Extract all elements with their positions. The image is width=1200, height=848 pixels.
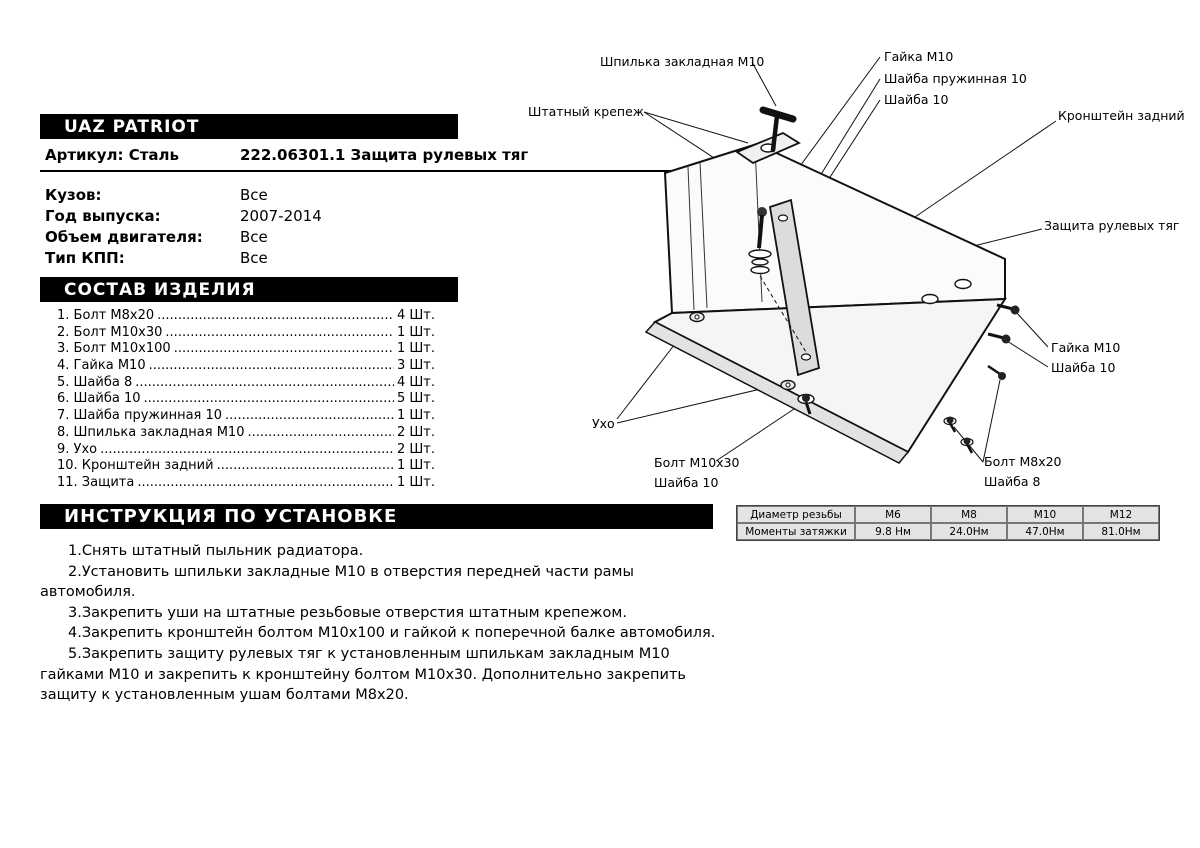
label-nut-top: Гайка M10 xyxy=(884,49,954,64)
torque-value-cell: 47.0Нм xyxy=(1007,523,1083,540)
parts-header-bar xyxy=(40,277,458,302)
part-row xyxy=(57,391,449,408)
leader-dots xyxy=(217,458,394,473)
part-qty: 2 Шт. xyxy=(397,424,436,440)
part-row xyxy=(57,475,449,492)
torque-value-cell: 81.0Нм xyxy=(1083,523,1159,540)
instruction-step: 3.Закрепить уши на штатные резьбовые отверстия штатным крепежом. xyxy=(68,604,627,621)
label-rear-bracket: Кронштейн задний xyxy=(1058,108,1185,123)
part-name: 9. Ухо xyxy=(57,441,98,457)
label-washer-top: Шайба 10 xyxy=(884,92,949,107)
instructions-title: ИНСТРУКЦИЯ ПО УСТАНОВКЕ xyxy=(64,506,398,527)
torque-row-label: Моменты затяжки xyxy=(737,523,855,540)
instruction-step: 4.Закрепить кронштейн болтом M10x100 и гайкой к поперечной балке автомобиля. xyxy=(68,625,716,642)
torque-header-cell: М8 xyxy=(931,506,1007,523)
washer xyxy=(751,267,769,274)
part-qty: 1 Шт. xyxy=(397,474,436,490)
part-row xyxy=(57,425,449,442)
part-row xyxy=(57,358,449,375)
part-name: 8. Шпилька закладная M10 xyxy=(57,424,245,440)
washer xyxy=(749,250,771,258)
parts-list xyxy=(57,308,449,492)
part-name: 7. Шайба пружинная 10 xyxy=(57,408,223,424)
torque-header-cell: М6 xyxy=(855,506,931,523)
part-row xyxy=(57,442,449,459)
spec-value-body: Все xyxy=(240,186,268,204)
label-washer-8: Шайба 8 xyxy=(984,474,1041,489)
part-qty: 2 Шт. xyxy=(397,441,436,457)
label-bolt-m8x20: Болт M8x20 xyxy=(984,454,1062,469)
leader-dots xyxy=(157,308,394,323)
spec-value-engine: Все xyxy=(240,228,268,246)
part-name: 6. Шайба 10 xyxy=(57,391,141,407)
instruction-step: 5.Закрепить защиту рулевых тяг к установленным шпилькам закладным M10 гайками M10 и закрепить к кронштейну болтом M10x30. Дополнительно закрепить защиту к установленным ушам болтами M8x20. xyxy=(40,645,686,704)
part-qty: 5 Шт. xyxy=(397,391,436,407)
torque-value-cell: 9.8 Нм xyxy=(855,523,931,540)
leader-dots xyxy=(149,358,394,373)
spring-washer xyxy=(752,259,768,265)
spec-value-year: 2007-2014 xyxy=(240,207,322,225)
part-row xyxy=(57,375,449,392)
label-bolt-m10x30: Болт M10x30 xyxy=(654,455,740,470)
assembly-diagram xyxy=(490,30,1200,505)
part-row xyxy=(57,341,449,358)
part-name: 11. Защита xyxy=(57,474,135,490)
label-oem-fastener: Штатный крепеж xyxy=(528,104,645,119)
torque-header-cell: М10 xyxy=(1007,506,1083,523)
plate-hole xyxy=(955,280,971,289)
part-qty: 1 Шт. xyxy=(397,458,436,474)
label-guard: Защита рулевых тяг xyxy=(1044,218,1180,233)
article-label: Артикул: Сталь xyxy=(45,146,180,164)
leader-dots xyxy=(174,341,394,356)
torque-value-cell: 24.0Нм xyxy=(931,523,1007,540)
brand-title: UAZ PATRIOT xyxy=(64,116,200,137)
instructions-header-bar xyxy=(40,504,713,529)
label-embedded-stud: Шпилька закладная M10 xyxy=(600,54,765,69)
bracket-hole-bottom xyxy=(802,354,811,360)
part-qty: 4 Шт. xyxy=(397,308,436,323)
part-name: 5. Шайба 8 xyxy=(57,374,133,390)
instruction-step: 2.Установить шпильки закладные M10 в отверстия передней части рамы автомобиля. xyxy=(40,563,634,601)
instruction-step: 1.Снять штатный пыльник радиатора. xyxy=(68,543,364,559)
bracket-hole-top xyxy=(779,215,788,221)
spec-label-body: Кузов: xyxy=(45,186,102,204)
label-ear: Ухо xyxy=(592,416,615,431)
part-row xyxy=(57,325,449,342)
spec-label-gearbox: Тип КПП: xyxy=(45,249,125,267)
leader-dots xyxy=(135,375,394,390)
part-name: 4. Гайка M10 xyxy=(57,358,146,374)
part-name: 10. Кронштейн задний xyxy=(57,458,214,474)
part-row xyxy=(57,458,449,475)
m8-bolts xyxy=(944,417,973,454)
leader-dots xyxy=(100,442,394,457)
part-qty: 3 Шт. xyxy=(397,358,436,374)
brand-header-bar xyxy=(40,114,458,139)
leader-dots xyxy=(225,408,394,423)
spec-value-gearbox: Все xyxy=(240,249,268,267)
torque-table xyxy=(736,505,1160,541)
plate-hole xyxy=(922,295,938,304)
part-qty: 1 Шт. xyxy=(397,341,436,357)
part-qty: 4 Шт. xyxy=(397,374,436,390)
part-name: 1. Болт M8x20 xyxy=(57,308,155,323)
leader-dots xyxy=(144,391,394,406)
part-name: 3. Болт M10x100 xyxy=(57,341,171,357)
parts-title: СОСТАВ ИЗДЕЛИЯ xyxy=(64,279,256,300)
part-row xyxy=(57,308,449,325)
leader-dots xyxy=(165,325,394,340)
label-spring-washer: Шайба пружинная 10 xyxy=(884,71,1027,86)
article-value: 222.06301.1 Защита рулевых тяг xyxy=(240,146,529,164)
leader-dots xyxy=(247,425,394,440)
leader-dots xyxy=(137,475,394,490)
label-nut-right: Гайка M10 xyxy=(1051,340,1121,355)
instructions-text xyxy=(40,541,728,706)
spec-label-engine: Объем двигателя: xyxy=(45,228,203,246)
label-washer-right: Шайба 10 xyxy=(1051,360,1116,375)
part-row xyxy=(57,408,449,425)
part-qty: 1 Шт. xyxy=(397,324,436,340)
torque-header-cell: М12 xyxy=(1083,506,1159,523)
torque-header-cell: Диаметр резьбы xyxy=(737,506,855,523)
part-name: 2. Болт M10x30 xyxy=(57,324,163,340)
label-washer-bottom: Шайба 10 xyxy=(654,475,719,490)
part-qty: 1 Шт. xyxy=(397,408,436,424)
spec-label-year: Год выпуска: xyxy=(45,207,161,225)
